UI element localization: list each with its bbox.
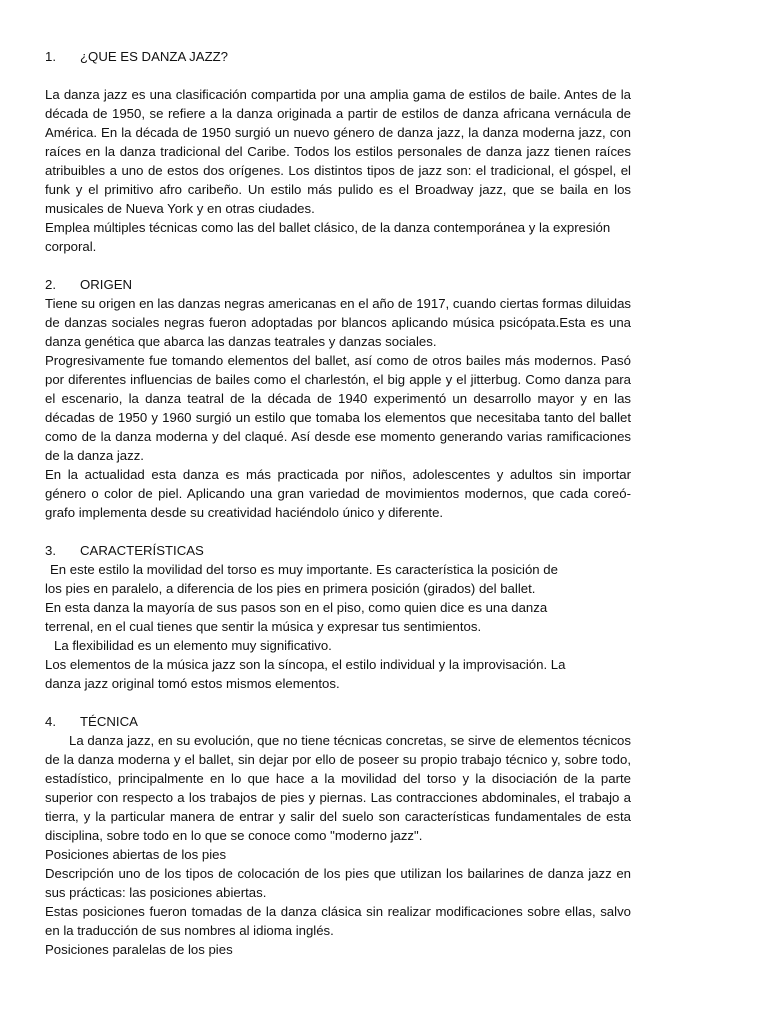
section-heading — [45, 541, 631, 560]
section-origen — [45, 275, 631, 522]
paragraph: Emplea múltiples técnicas como las del ballet clásico, de la danza contemporánea y la expresión corporal. — [45, 220, 611, 254]
section-number: 4. — [45, 714, 56, 729]
text-line: En esta danza la mayoría de sus pasos son en el piso, como quien dice es una danza — [45, 600, 548, 615]
text-line: terrenal, en el cual tienes que sentir la música y expresar tus sentimientos. — [45, 619, 482, 634]
subheading: Posiciones paralelas de los pies — [45, 942, 233, 957]
section-que-es-danza-jazz — [45, 47, 631, 256]
text-line: En este estilo la movilidad del torso es muy importante. Es característica la posición de — [50, 562, 558, 577]
section-heading — [45, 275, 631, 294]
paragraph: La danza jazz es una clasificación compartida por una amplia gama de estilos de baile. Antes de la década de 1950, se refiere a la danza originada a partir de estilos de danza africana vernácula de América. En la década de 1950 surgió un nuevo género de danza jazz, la danza moderna jazz, con raíces en la danza tradicional del Caribe. Todos los estilos personales de danza jazz tienen raíces atribuibles a uno de estos dos orígenes. Los distintos tipos de jazz son: el tradicional, el góspel, el funk y el primitivo afro caribeño. Un estilo más pulido es el Broadway jazz, que se baila en los musicales de Nueva York y en otras ciudades. — [45, 87, 631, 216]
section-title: CARACTERÍSTICAS — [80, 543, 204, 558]
paragraph: En la actualidad esta danza es más practicada por niños, adolescentes y adultos sin importar género o color de piel. Aplicando una gran variedad de movimientos modernos, que cada coreó-grafo implementa desde su creatividad haciéndolo único y diferente. — [45, 467, 631, 520]
section-tecnica — [45, 712, 631, 959]
subheading: Posiciones abiertas de los pies — [45, 847, 227, 862]
section-caracteristicas — [45, 541, 631, 693]
section-number: 3. — [45, 543, 56, 558]
section-heading — [45, 47, 631, 66]
section-number: 1. — [45, 49, 56, 64]
text-line: danza jazz original tomó estos mismos elementos. — [45, 676, 340, 691]
section-title: TÉCNICA — [80, 714, 138, 729]
section-number: 2. — [45, 277, 56, 292]
text-line: La flexibilidad es un elemento muy significativo. — [54, 638, 332, 653]
paragraph: Tiene su origen en las danzas negras americanas en el año de 1917, cuando ciertas formas diluidas de danzas sociales negras fueron adoptadas por blancos aplicando música psicópata.Esta es una danza genética que abarca las danzas teatrales y danzas sociales. — [45, 296, 631, 349]
section-title: ORIGEN — [80, 277, 133, 292]
section-heading — [45, 712, 631, 731]
document-page — [45, 47, 631, 959]
paragraph: Descripción uno de los tipos de colocación de los pies que utilizan los bailarines de danza jazz en sus prácticas: las posiciones abiertas. — [45, 866, 631, 900]
section-title: ¿QUE ES DANZA JAZZ? — [80, 49, 229, 64]
text-line: los pies en paralelo, a diferencia de los pies en primera posición (girados) del ballet. — [45, 581, 536, 596]
paragraph: Estas posiciones fueron tomadas de la danza clásica sin realizar modificaciones sobre ellas, salvo en la traducción de sus nombres al idioma inglés. — [45, 904, 631, 938]
paragraph: La danza jazz, en su evolución, que no tiene técnicas concretas, se sirve de elementos técnicos de la danza moderna y el ballet, sin dejar por ello de poseer su propio trabajo técnico y, sobre todo, estadístico, principalmente en lo que hace a la movilidad del torso y la disociación de la parte superior con respecto a los trabajos de pies y piernas. Las contracciones abdominales, el trabajo a tierra, y la particular manera de entrar y salir del suelo son características fundamentales de esta disciplina, sobre todo en lo que se conoce como "moderno jazz". — [45, 733, 631, 843]
paragraph: Progresivamente fue tomando elementos del ballet, así como de otros bailes más modernos. Pasó por diferentes influencias de bailes como el charlestón, el big apple y el jitterbug. Como danza para el escenario, la danza teatral de la década de 1940 experimentó un desarrollo mayor y en las décadas de 1950 y 1960 surgió un estilo que tomaba los elementos que necesitaba tanto del ballet como de la danza moderna y del claqué. Así desde ese momento generando varias ramificaciones de la danza jazz. — [45, 353, 631, 463]
text-line: Los elementos de la música jazz son la síncopa, el estilo individual y la improvisación. La — [45, 657, 566, 672]
